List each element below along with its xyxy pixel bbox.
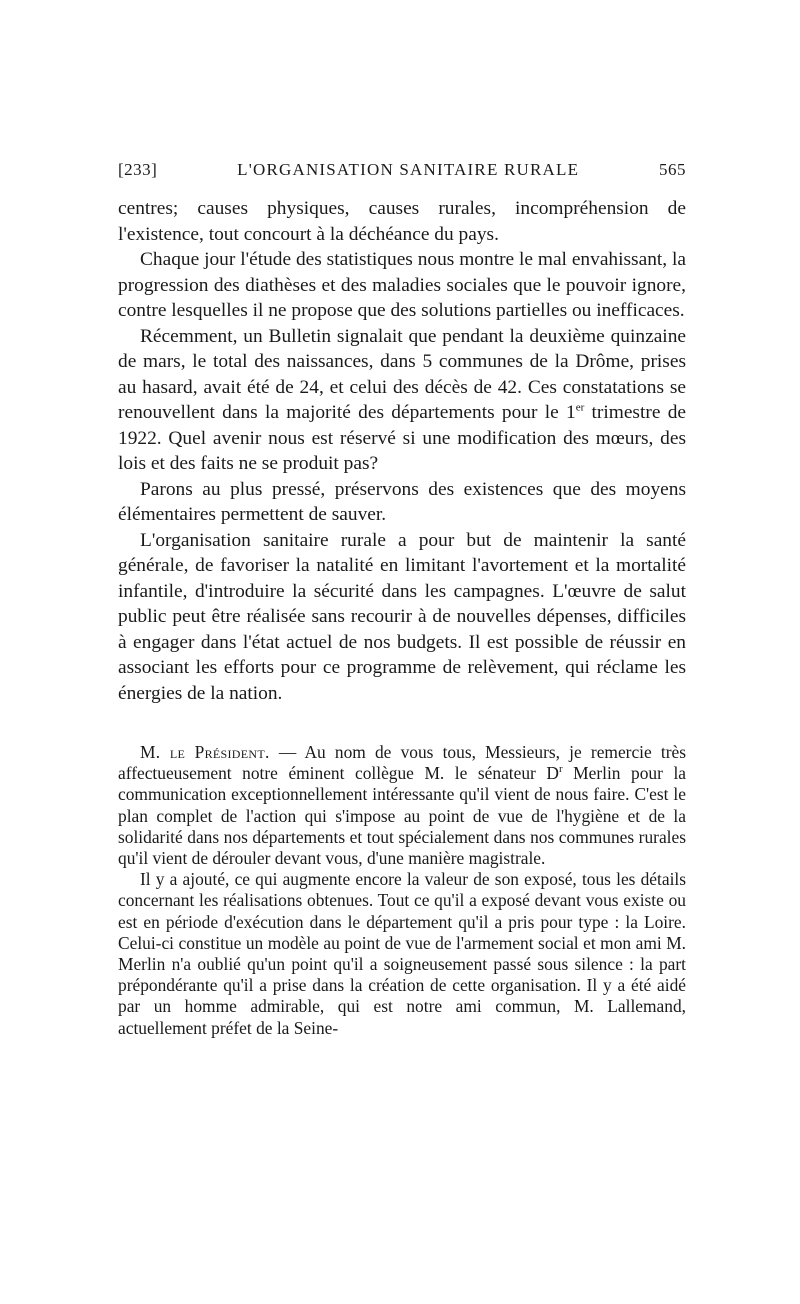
paragraph-3-text-a: Récemment, un Bulletin signalait que pendant la deuxième quinzaine de mars, le total des naissances, dans 5 communes de la Drôme, prises au hasard, avait été de 24, et celui des décès de 42. Ces constatations se renouvellent dans la majorité des départements pour le 1: [118, 325, 686, 423]
paragraph-5: L'organisation sanitaire rurale a pour but de maintenir la santé générale, de favoriser la natalité en limitant l'avortement et la mortalité infantile, d'introduire la sécurité dans les campagnes. L'œuvre de salut public peut être réalisée sans recourir à de nouvelles dépenses, difficiles à engager dans l'état actuel de nos budgets. Il est possible de réussir en associant les efforts pour ce programme de relèvement, qui réclame les énergies de la nation.: [118, 529, 686, 704]
paragraph-4: Parons au plus pressé, préservons des existences que des moyens élémentaires permettent de sauver.: [118, 478, 686, 525]
paragraph-3-text-b: trimestre de 1922. Quel avenir nous est réservé si une modification des mœurs, des lois et des faits ne se produit pas?: [118, 402, 686, 474]
paragraph-3: [118, 324, 686, 477]
speech-paragraph-1-text-a: — Au nom de vous tous, Messieurs, je remercie très affectueusement notre éminent collègue M. le sénateur D: [118, 742, 687, 784]
section-reference: [233]: [118, 160, 158, 179]
speech-paragraph-2: Il y a ajouté, ce qui augmente encore la valeur de son exposé, tous les détails concernant les réalisations obtenues. Tout ce qu'il a exposé devant vous existe ou est en période d'exécution dans le département qu'il a pris pour type : la Loire. Celui-ci constitue un modèle au point de vue de l'armement social et mon ami M. Merlin n'a oublié qu'un point qu'il a soigneusement passé sous silence : la part prépondérante qu'il a prise dans la création de cette organisation. Il y a été aidé par un homme admirable, qui est notre ami commun, M. Lallemand, actuellement préfet de la Seine-: [118, 869, 686, 1038]
speaker-name: M. le Président.: [140, 742, 270, 762]
running-header: [118, 160, 686, 186]
speech-paragraph-1-text-b: Merlin pour la communication exceptionnellement intéressante qu'il vient de nous faire. C'est le plan complet de l'action qui s'impose au point de vue de l'hygiène et de la solidarité dans nos départements et tout spécialement dans nos communes rurales qu'il vient de dérouler devant vous, d'une manière magistrale.: [118, 763, 686, 869]
paragraph-1: centres; causes physiques, causes rurales, incompréhension de l'existence, tout concourt à la déchéance du pays.: [118, 198, 686, 245]
paragraph-2: Chaque jour l'étude des statistiques nous montre le mal envahissant, la progression des diathèses et des maladies sociales que le pouvoir ignore, contre lesquelles il ne propose que des solutions partielles ou inefficaces.: [118, 249, 686, 321]
running-title: L'ORGANISATION SANITAIRE RURALE: [237, 160, 580, 179]
title-superscript: r: [558, 763, 563, 776]
page-number: 565: [658, 160, 686, 179]
main-text: [118, 196, 686, 706]
book-page: [118, 160, 686, 1039]
ordinal-superscript: er: [575, 401, 585, 414]
speech-paragraph-1: [118, 742, 686, 869]
president-speech: [118, 742, 686, 1039]
